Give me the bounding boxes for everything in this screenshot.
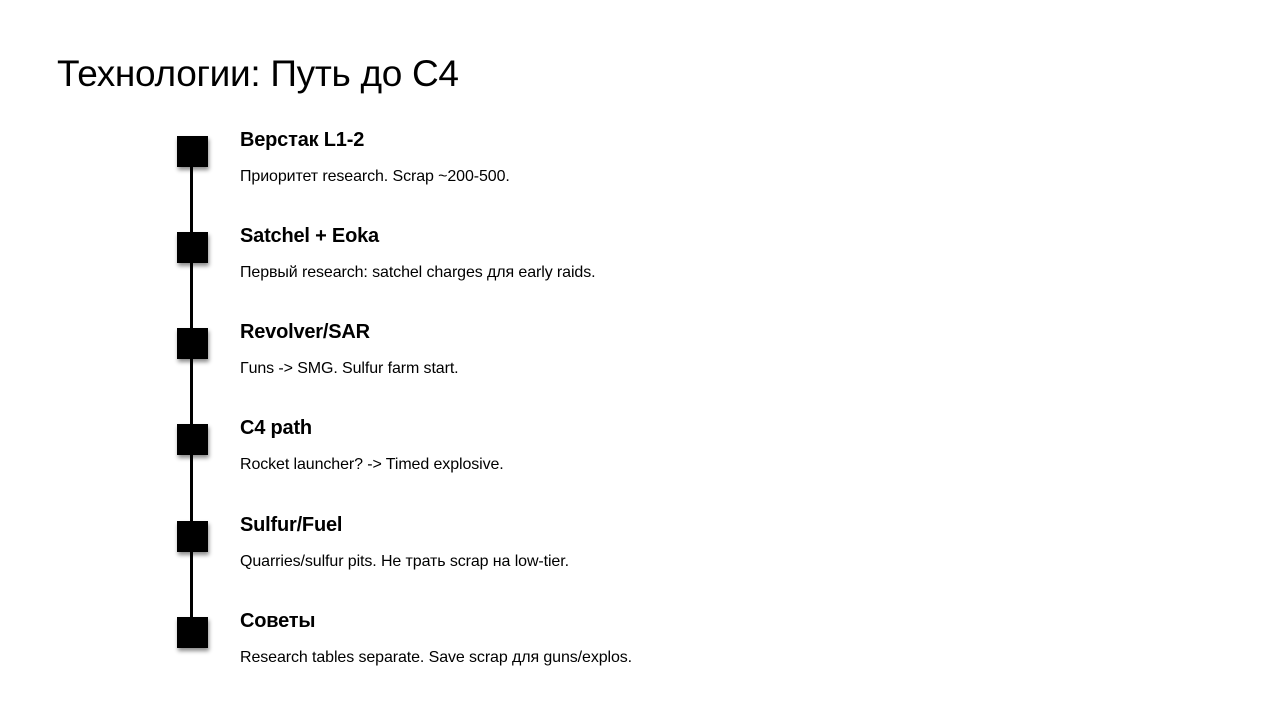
timeline-step-1 xyxy=(0,128,900,218)
step-title: C4 path xyxy=(240,417,312,439)
step-square-marker xyxy=(177,136,208,167)
step-square-marker xyxy=(177,424,208,455)
step-square-marker xyxy=(177,617,208,648)
step-square-marker xyxy=(177,521,208,552)
step-title: Satchel + Eoka xyxy=(240,225,379,247)
step-title: Верстак L1-2 xyxy=(240,129,365,151)
step-title: Revolver/SAR xyxy=(240,321,370,343)
step-description: Гuns -> SMG. Sulfur farm start. xyxy=(240,360,459,377)
step-description: Первый research: satchel charges для early raids. xyxy=(240,264,596,281)
step-description: Приоритет research. Scrap ~200-500. xyxy=(240,168,510,185)
timeline-step-4 xyxy=(0,416,900,506)
step-title: Sulfur/Fuel xyxy=(240,514,343,536)
step-square-marker xyxy=(177,328,208,359)
timeline-step-2 xyxy=(0,224,900,314)
timeline-step-5 xyxy=(0,513,900,603)
step-description: Research tables separate. Save scrap для guns/explos. xyxy=(240,649,633,666)
step-square-marker xyxy=(177,232,208,263)
step-description: Rocket launcher? -> Timed explosive. xyxy=(240,456,504,473)
step-description: Quarries/sulfur pits. Не трать scrap на low-tier. xyxy=(240,553,569,570)
timeline-step-tips xyxy=(0,609,900,699)
timeline-step-3 xyxy=(0,320,900,410)
slide-title: Технологии: Путь до C4 xyxy=(57,53,459,94)
step-title: Советы xyxy=(240,610,316,632)
